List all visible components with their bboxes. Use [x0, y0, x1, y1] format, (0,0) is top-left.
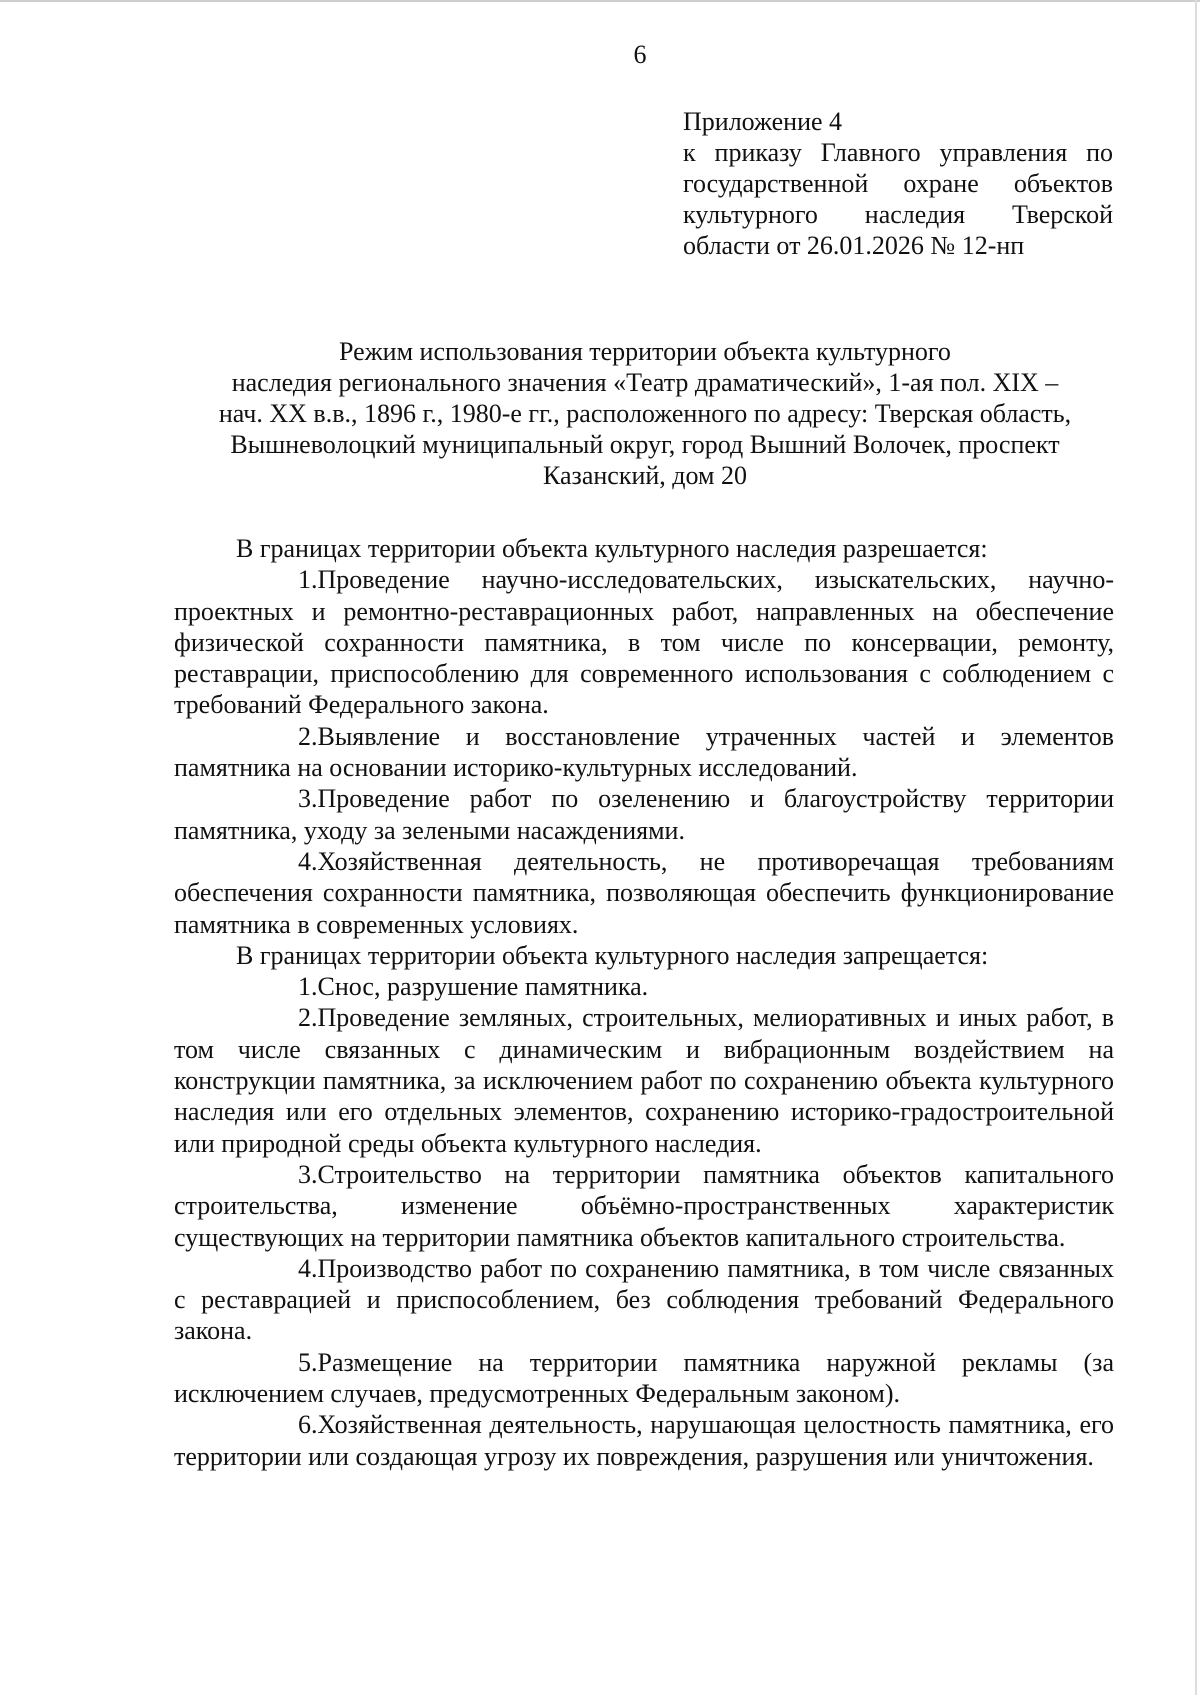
item-text: Выявление и восстановление утраченных частей и элементов памятника на основании историко-культурных исследований. [174, 721, 1114, 783]
attachment-header [683, 106, 1113, 261]
item-text: Проведение научно-исследовательских, изыскательских, научно-проектных и ремонтно-реставрационных работ, направленных на обеспечение физической сохранности памятника, в том числе по консервации, ремонту, реставрации, приспособлению для современного использования с соблюдением с требований Федерального закона. [174, 565, 1114, 720]
scan-edge-top [0, 0, 1200, 2]
item-number: 5. [298, 1347, 318, 1377]
item-text: Проведение земляных, строительных, мелиоративных и иных работ, в том числе связанных с динамическим и вибрационным воздействием на конструкции памятника, за исключением работ по сохранению объекта культурного наследия или его отдельных элементов, сохранению историко-градостроительной или природной среды объекта культурного наследия. [174, 1003, 1114, 1158]
permitted-item [174, 846, 1114, 940]
item-number: 4. [298, 846, 318, 876]
prohibited-item [174, 1253, 1114, 1347]
item-text: Хозяйственная деятельность, нарушающая целостность памятника, его территории или создающая угрозу их повреждения, разрушения или уничтожения. [174, 1410, 1114, 1471]
attachment-line: к приказу Главного управления по [683, 138, 1113, 167]
permitted-item [174, 564, 1114, 720]
title-line: Режим использования территории объекта культурного [339, 337, 951, 366]
prohibited-item [174, 1409, 1114, 1472]
attachment-line: культурного наследия Тверской [683, 200, 1113, 229]
attachment-line: Приложение 4 [683, 107, 843, 136]
item-number: 1. [298, 565, 318, 595]
page-number: 6 [633, 40, 647, 69]
document-title [170, 336, 1120, 491]
document-body [174, 533, 1114, 1472]
permitted-heading: В границах территории объекта культурного наследия разрешается: [236, 534, 988, 563]
item-number: 3. [298, 1159, 318, 1189]
title-line: Вышневолоцкий муниципальный округ, город Вышний Волочек, проспект [230, 430, 1060, 459]
prohibited-heading: В границах территории объекта культурного наследия запрещается: [236, 940, 989, 970]
permitted-item [174, 721, 1114, 784]
item-number: 2. [298, 1003, 318, 1033]
item-text: Размещение на территории памятника наружной рекламы (за исключением случаев, предусмотренных Федеральным законом). [174, 1347, 1114, 1409]
prohibited-item [174, 1159, 1114, 1253]
item-text: Снос, разрушение памятника. [317, 972, 649, 1002]
item-text: Строительство на территории памятника объектов капитального строительства, изменение объёмно-пространственных характеристик существующих на территории памятника объектов капитального строительства. [174, 1159, 1114, 1252]
item-number: 4. [298, 1253, 318, 1283]
permitted-item [174, 783, 1114, 846]
title-line: нач. XX в.в., 1896 г., 1980-е гг., расположенного по адресу: Тверская область, [218, 399, 1072, 428]
item-number: 3. [298, 784, 318, 814]
item-number: 6. [298, 1410, 318, 1440]
title-line: наследия регионального значения «Театр драматический», 1-ая пол. XIX – [231, 368, 1059, 397]
prohibited-item [174, 971, 1114, 1002]
attachment-line: области от 26.01.2026 № 12-нп [683, 231, 1025, 260]
item-text: Хозяйственная деятельность, не противоречащая требованиям обеспечения сохранности памятника, позволяющая обеспечить функционирование памятника в современных условиях. [174, 846, 1114, 939]
attachment-line: государственной охране объектов [683, 169, 1113, 198]
title-line: Казанский, дом 20 [543, 461, 747, 490]
item-text: Проведение работ по озеленению и благоустройству территории памятника, уходу за зелеными насаждениями. [174, 784, 1114, 845]
scan-edge-right [1195, 0, 1197, 1695]
prohibited-item [174, 1347, 1114, 1410]
item-number: 2. [298, 721, 318, 751]
item-text: Производство работ по сохранению памятника, в том числе связанных с реставрацией и приспособлением, без соблюдения требований Федерального закона. [174, 1253, 1114, 1346]
prohibited-item [174, 1002, 1114, 1158]
item-number: 1. [298, 972, 318, 1002]
